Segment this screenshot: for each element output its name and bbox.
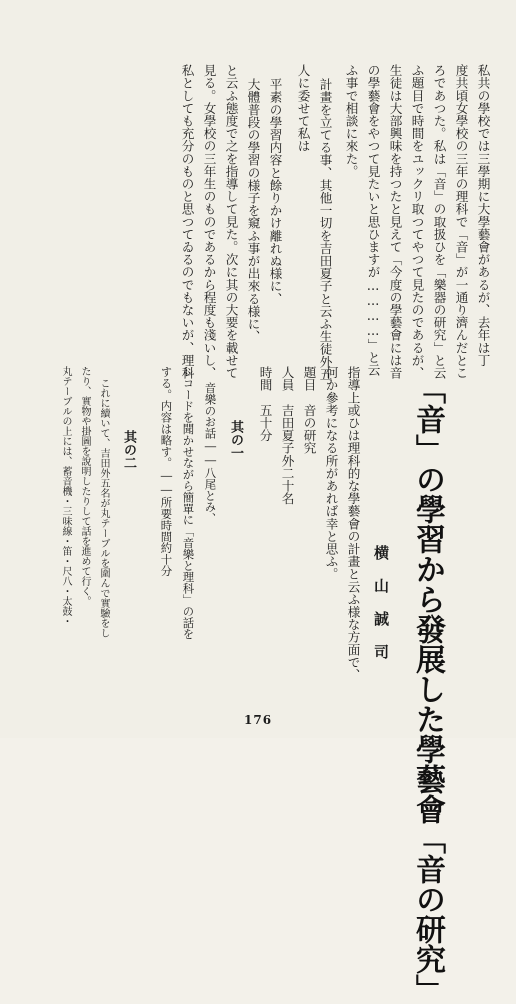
upper-column: 大體普段の學習の様子を窺ふ事が出來る様に、 [245, 78, 261, 343]
page-number: 176 [244, 713, 273, 727]
part1-column: する。内容は略す。――所要時間約十分 [159, 366, 174, 577]
middle-column: 何か參考になる所があれば幸と思ふ。 [323, 366, 339, 581]
upper-column: ろであつた。私は「音」の取扱ひを「樂器の研究」と云 [431, 64, 447, 379]
part2-column: 丸テーブルの上には、蓄音機・三味線・笛・尺八・太鼓・ [60, 366, 71, 626]
author-name: 横山誠司 [372, 545, 390, 677]
upper-column: 生徒は大部興味を持つたと見えて「今度の學藝會には音 [387, 64, 403, 379]
upper-column: ふ事で相談に來た。 [343, 64, 359, 178]
part1-column: レコードを聞かせながら簡單に「音樂と理科」の話を [181, 366, 196, 640]
upper-column: 人に委せて私は [295, 64, 311, 153]
article-title: 「音」の學習から發展した學藝會「音の研究」 [410, 374, 445, 1004]
part2-column: たり、實物や掛圖を說明したりして話を進めて行く。 [79, 366, 90, 606]
upper-column: 度共頃女學校の三年の理科で「音」が一通り濟んだとこ [453, 64, 469, 379]
middle-column: 指導上或ひは理科的な學藝會の計畫と云ふ様な方面で、 [345, 366, 361, 681]
upper-column: 私としても充分のものと思つてゐるのでもないが、理科 [179, 64, 195, 379]
middle-column: 時間 五十分 [257, 366, 273, 442]
upper-column: 見る。女學校の三年生のものであるから程度も淺いし、 [201, 64, 217, 379]
upper-column: ふ題目で時間をユックリ取つてやつて見たのであるが、 [409, 64, 425, 379]
upper-column: 計畫を立てる事、其他一切を吉田夏子と云ふ生徒外五 [317, 78, 333, 381]
upper-column: と云ふ態度で之を指導して見た。次に其の大要を載せて [223, 64, 239, 379]
section-heading-2: 其の二 [121, 430, 136, 469]
upper-column: 私共の學校では三學期に大學藝會があるが、去年は丁 [475, 64, 491, 367]
middle-column: 題目 音の研究 [301, 366, 317, 455]
part1-column: 音樂のお話――八尾とみ、 [203, 382, 218, 524]
middle-column: 人員 吉田夏子外二十名 [279, 366, 295, 505]
upper-column: 平素の學習内容と餘りかけ離れぬ様に、 [267, 78, 283, 305]
upper-column: の學藝會をやつて見たいと思ひますが…………」と云 [365, 64, 381, 376]
section-heading-1: 其の一 [228, 420, 243, 459]
part2-column: これに續いて、吉田外五名が丸テーブルを圍んで實驗をし [98, 378, 109, 638]
